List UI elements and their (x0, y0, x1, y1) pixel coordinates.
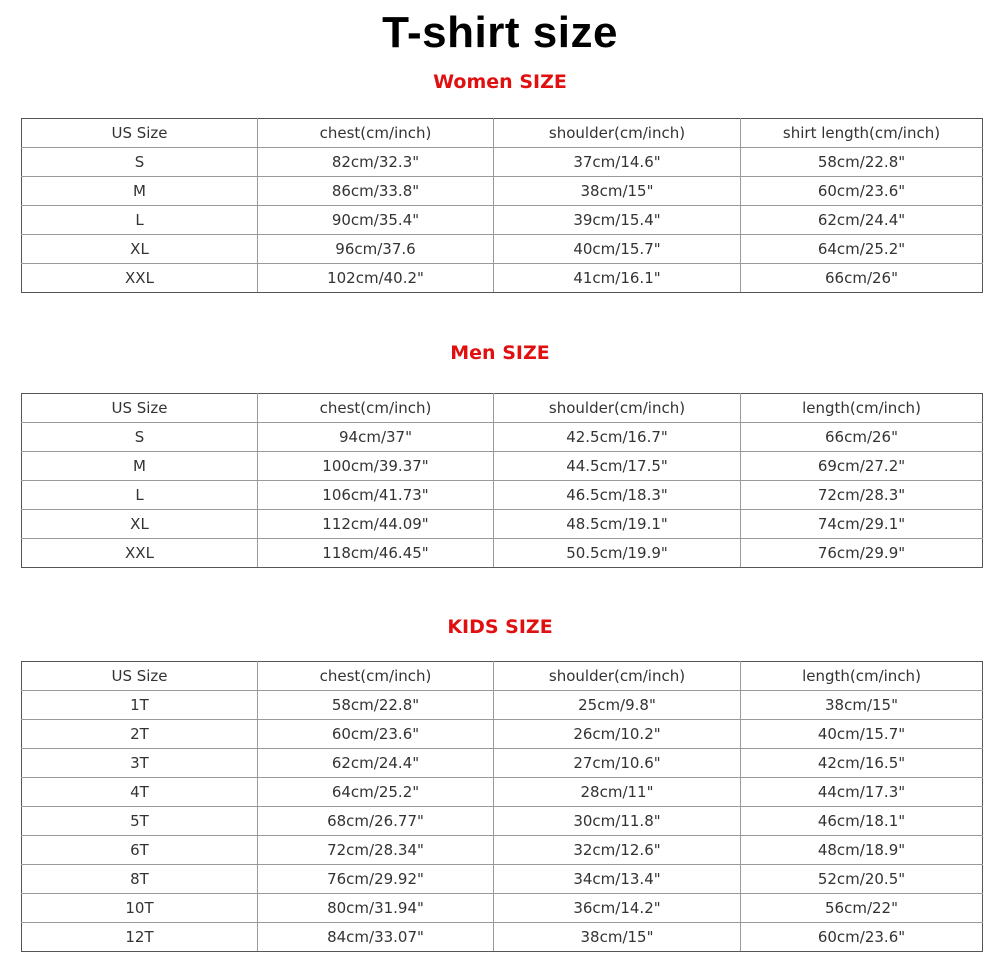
table-cell: 84cm/33.07" (258, 923, 494, 952)
table-cell: 44cm/17.3" (741, 778, 983, 807)
table-cell: 32cm/12.6" (494, 836, 741, 865)
table-cell: 90cm/35.4" (258, 206, 494, 235)
column-header: US Size (22, 394, 258, 423)
men-size-table (21, 393, 983, 568)
table-cell: 62cm/24.4" (258, 749, 494, 778)
table-cell: 96cm/37.6 (258, 235, 494, 264)
table-cell: 37cm/14.6" (494, 148, 741, 177)
table-cell: 25cm/9.8" (494, 691, 741, 720)
column-header: shirt length(cm/inch) (741, 119, 983, 148)
table-cell: 44.5cm/17.5" (494, 452, 741, 481)
table-cell: 62cm/24.4" (741, 206, 983, 235)
column-header: chest(cm/inch) (258, 119, 494, 148)
table-cell: XL (22, 235, 258, 264)
table-cell: 48cm/18.9" (741, 836, 983, 865)
table-cell: 28cm/11" (494, 778, 741, 807)
table-cell: 38cm/15" (494, 923, 741, 952)
page-title: T-shirt size (382, 8, 618, 57)
column-header: US Size (22, 662, 258, 691)
table-cell: 100cm/39.37" (258, 452, 494, 481)
table-cell: 76cm/29.9" (741, 539, 983, 568)
table-cell: 52cm/20.5" (741, 865, 983, 894)
table-cell: 30cm/11.8" (494, 807, 741, 836)
table-row (22, 720, 983, 749)
table-row (22, 691, 983, 720)
table-cell: 1T (22, 691, 258, 720)
column-header: shoulder(cm/inch) (494, 119, 741, 148)
table-row (22, 206, 983, 235)
table-cell: 60cm/23.6" (741, 923, 983, 952)
table-cell: 12T (22, 923, 258, 952)
table-row (22, 264, 983, 293)
table-row (22, 865, 983, 894)
table-cell: 60cm/23.6" (741, 177, 983, 206)
table-cell: 94cm/37" (258, 423, 494, 452)
table-cell: 86cm/33.8" (258, 177, 494, 206)
table-cell: 69cm/27.2" (741, 452, 983, 481)
table-cell: 58cm/22.8" (258, 691, 494, 720)
table-cell: 118cm/46.45" (258, 539, 494, 568)
table-row (22, 539, 983, 568)
table-cell: 60cm/23.6" (258, 720, 494, 749)
table-cell: 38cm/15" (741, 691, 983, 720)
table-cell: 42.5cm/16.7" (494, 423, 741, 452)
table-cell: 48.5cm/19.1" (494, 510, 741, 539)
column-header: chest(cm/inch) (258, 662, 494, 691)
table-cell: 72cm/28.34" (258, 836, 494, 865)
table-cell: 26cm/10.2" (494, 720, 741, 749)
table-cell: 50.5cm/19.9" (494, 539, 741, 568)
column-header: shoulder(cm/inch) (494, 662, 741, 691)
table-cell: 46.5cm/18.3" (494, 481, 741, 510)
table-row (22, 894, 983, 923)
table-cell: 34cm/13.4" (494, 865, 741, 894)
men-size-heading: Men SIZE (450, 342, 550, 364)
table-cell: 74cm/29.1" (741, 510, 983, 539)
table-header-row (22, 394, 983, 423)
table-cell: 46cm/18.1" (741, 807, 983, 836)
table-row (22, 923, 983, 952)
table-cell: 38cm/15" (494, 177, 741, 206)
table-cell: 36cm/14.2" (494, 894, 741, 923)
table-cell: 106cm/41.73" (258, 481, 494, 510)
column-header: chest(cm/inch) (258, 394, 494, 423)
table-cell: 8T (22, 865, 258, 894)
table-row (22, 807, 983, 836)
column-header: length(cm/inch) (741, 394, 983, 423)
table-cell: 42cm/16.5" (741, 749, 983, 778)
table-header-row (22, 119, 983, 148)
table-cell: 72cm/28.3" (741, 481, 983, 510)
table-cell: 6T (22, 836, 258, 865)
table-cell: 3T (22, 749, 258, 778)
table-cell: 112cm/44.09" (258, 510, 494, 539)
table-cell: 4T (22, 778, 258, 807)
table-header-row (22, 662, 983, 691)
table-cell: 80cm/31.94" (258, 894, 494, 923)
table-cell: 5T (22, 807, 258, 836)
table-cell: 39cm/15.4" (494, 206, 741, 235)
table-row (22, 510, 983, 539)
table-cell: L (22, 481, 258, 510)
column-header: US Size (22, 119, 258, 148)
table-cell: 64cm/25.2" (258, 778, 494, 807)
table-row (22, 148, 983, 177)
table-row (22, 481, 983, 510)
women-size-table (21, 118, 983, 293)
table-cell: XXL (22, 539, 258, 568)
table-cell: M (22, 452, 258, 481)
table-cell: 76cm/29.92" (258, 865, 494, 894)
table-cell: 64cm/25.2" (741, 235, 983, 264)
table-cell: 10T (22, 894, 258, 923)
kids-size-table (21, 661, 983, 952)
table-cell: 102cm/40.2" (258, 264, 494, 293)
table-cell: 27cm/10.6" (494, 749, 741, 778)
table-cell: 82cm/32.3" (258, 148, 494, 177)
table-cell: S (22, 423, 258, 452)
table-cell: XL (22, 510, 258, 539)
table-row (22, 778, 983, 807)
table-cell: 56cm/22" (741, 894, 983, 923)
table-cell: 40cm/15.7" (741, 720, 983, 749)
kids-size-heading: KIDS SIZE (447, 616, 553, 638)
table-cell: 58cm/22.8" (741, 148, 983, 177)
table-cell: 66cm/26" (741, 423, 983, 452)
column-header: shoulder(cm/inch) (494, 394, 741, 423)
column-header: length(cm/inch) (741, 662, 983, 691)
table-row (22, 423, 983, 452)
table-cell: 68cm/26.77" (258, 807, 494, 836)
table-cell: 2T (22, 720, 258, 749)
table-row (22, 177, 983, 206)
table-cell: 41cm/16.1" (494, 264, 741, 293)
table-row (22, 235, 983, 264)
table-cell: M (22, 177, 258, 206)
table-cell: L (22, 206, 258, 235)
table-row (22, 749, 983, 778)
table-cell: 40cm/15.7" (494, 235, 741, 264)
table-cell: 66cm/26" (741, 264, 983, 293)
table-row (22, 452, 983, 481)
table-cell: S (22, 148, 258, 177)
table-row (22, 836, 983, 865)
table-cell: XXL (22, 264, 258, 293)
women-size-heading: Women SIZE (433, 71, 567, 93)
